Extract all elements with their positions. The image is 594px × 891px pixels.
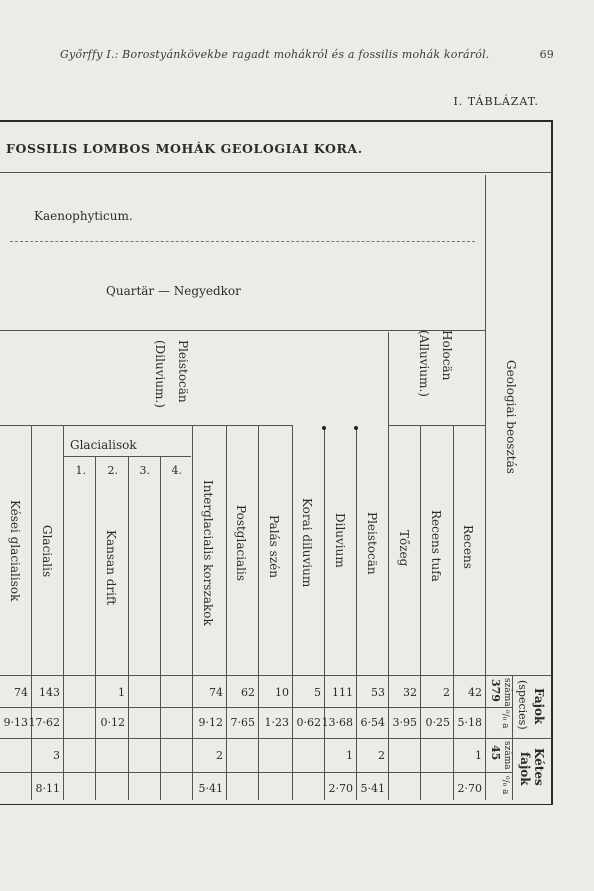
table-cell: 32 xyxy=(403,686,417,699)
group-quartar: Quartär — Negyedkor xyxy=(106,284,241,298)
table-cell: 62 xyxy=(241,686,255,699)
col-recens-tufa: Recens tufa xyxy=(429,510,443,582)
table-cell: 5·41 xyxy=(360,782,385,795)
col-pleistocan: Pleistocän xyxy=(365,512,379,575)
label-pleistocan-sub: (Diluvium.) xyxy=(153,340,167,408)
col-korai-diluvium: Korai diluvium xyxy=(300,498,314,588)
col-line xyxy=(356,430,357,800)
row-label-ketes: Kétes xyxy=(532,748,546,786)
ketes-total: 45 xyxy=(489,745,502,761)
table-cell: 0·25 xyxy=(425,716,450,729)
table-cell: 5 xyxy=(314,686,321,699)
col-line xyxy=(95,456,96,800)
label-holocan-sub: (Alluvium.) xyxy=(417,330,431,397)
quartar-rule xyxy=(0,330,485,331)
sub-header-rule-left xyxy=(0,425,292,426)
col-line xyxy=(128,456,129,800)
sub-header-rule-right xyxy=(388,425,485,426)
table-label: I. TÁBLÁZAT. xyxy=(453,95,539,108)
table-cell: 2 xyxy=(378,749,385,762)
table-cell: 3 xyxy=(53,749,60,762)
col-postglacialis: Postglacialis xyxy=(234,505,248,582)
table-cell: 1 xyxy=(346,749,353,762)
table-cell: 9·13 xyxy=(3,716,28,729)
row-label-fajok-sub: (species) xyxy=(516,680,529,730)
col-line xyxy=(388,425,389,800)
glacial-num-4: 4. xyxy=(171,464,182,477)
table-cell: 1 xyxy=(475,749,482,762)
table-cell: 6·54 xyxy=(360,716,385,729)
table-cell: 2·70 xyxy=(328,782,353,795)
col-line xyxy=(292,425,293,800)
col-line xyxy=(453,425,454,800)
row-label-ketes-sub: fajok xyxy=(518,752,532,786)
table-cell: 53 xyxy=(371,686,385,699)
table-cell: 42 xyxy=(468,686,482,699)
col-diluvium: Diluvium xyxy=(333,513,347,568)
table-cell: 0·12 xyxy=(100,716,125,729)
table-cell: 7·65 xyxy=(230,716,255,729)
col-line xyxy=(160,456,161,800)
table-cell: 111 xyxy=(332,686,353,699)
col-line xyxy=(324,430,325,800)
glacial-num-1: 1. xyxy=(75,464,86,477)
table-cell: 2·70 xyxy=(457,782,482,795)
table-cell: 13·68 xyxy=(321,716,353,729)
row-rule xyxy=(0,675,551,676)
page-number: 69 xyxy=(539,48,554,61)
table-cell: 8·11 xyxy=(35,782,60,795)
table-cell: 0·62 xyxy=(296,716,321,729)
row-rule xyxy=(0,738,551,739)
col-kesei-glacialisok: Kései glacialisok xyxy=(8,500,22,602)
col-line xyxy=(192,425,193,800)
table-cell: 2 xyxy=(216,749,223,762)
label-percent-2: ⁰/₀ a xyxy=(500,776,510,795)
table-cell: 17·62 xyxy=(28,716,60,729)
table-cell: 74 xyxy=(209,686,223,699)
table-cell: 9·12 xyxy=(198,716,223,729)
label-glacialisok: Glacialisok xyxy=(70,438,137,452)
col-interglacialis: Interglacialis korszakok xyxy=(201,480,215,626)
running-title: Győrffy I.: Borostyánkövekbe ragadt mohákról és a fossilis mohák koráról. xyxy=(60,48,490,61)
running-header xyxy=(60,48,554,61)
table-cell: 143 xyxy=(39,686,60,699)
title-rule xyxy=(0,172,551,173)
kaeno-bracket xyxy=(10,241,475,242)
col-glacialis: Glacialis xyxy=(40,525,54,578)
col-palas-szen: Palás szén xyxy=(267,515,281,578)
label-szama-2: száma xyxy=(502,741,512,770)
table-cell: 1 xyxy=(118,686,125,699)
table-cell: 2 xyxy=(443,686,450,699)
col-line xyxy=(226,425,227,800)
label-szama-1: száma xyxy=(502,678,512,707)
table-cell: 74 xyxy=(14,686,28,699)
table-cell: 10 xyxy=(275,686,289,699)
label-percent-1: ⁰/₀ a xyxy=(500,710,510,729)
col-line xyxy=(258,425,259,800)
row-rule xyxy=(0,772,512,773)
table-title: FOSSILIS LOMBOS MOHÁK GEOLOGIAI KORA. xyxy=(6,141,363,156)
col-line xyxy=(31,425,32,800)
label-geologiai-beosztas: Geologiai beosztás xyxy=(504,360,518,474)
fajok-total: 379 xyxy=(489,679,502,702)
pleisto-holo-divider xyxy=(388,332,389,430)
col-tozeg: Tőzeg xyxy=(397,530,411,567)
col-kansan-drift: Kansan drift xyxy=(104,530,118,606)
col-recens: Recens xyxy=(461,525,475,569)
row-label-fajok: Fajok xyxy=(532,688,546,725)
glacial-num-2: 2. xyxy=(107,464,118,477)
table-cell: 3·95 xyxy=(392,716,417,729)
label-holocan: Holocän xyxy=(440,330,454,381)
label-pleistocan: Pleistocän xyxy=(176,340,190,403)
glacialisok-rule xyxy=(63,456,191,457)
col-line xyxy=(63,425,64,800)
col-line xyxy=(420,425,421,800)
row-rule xyxy=(0,707,512,708)
table-cell: 5·41 xyxy=(198,782,223,795)
glacial-num-3: 3. xyxy=(139,464,150,477)
group-kaenophyticum: Kaenophyticum. xyxy=(34,209,133,223)
table-cell: 5·18 xyxy=(457,716,482,729)
table-cell: 1·23 xyxy=(264,716,289,729)
